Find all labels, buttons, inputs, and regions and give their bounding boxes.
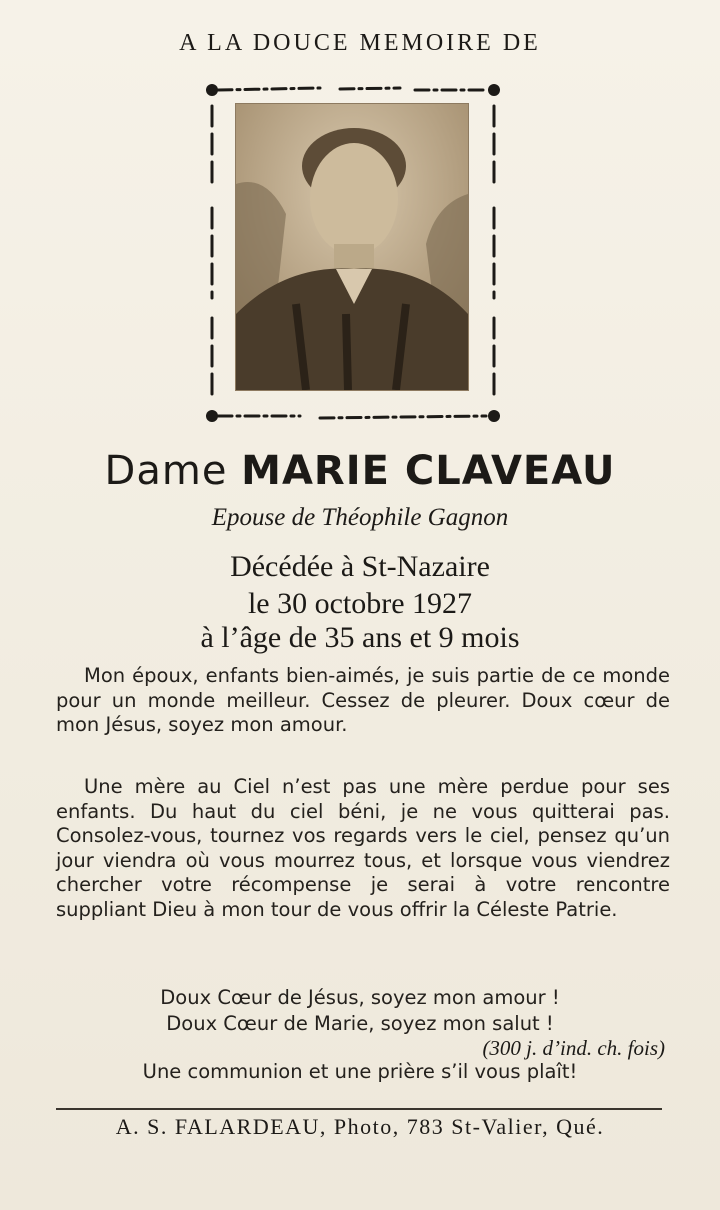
card-header: A LA DOUCE MEMOIRE DE bbox=[179, 30, 541, 56]
deceased-name bbox=[0, 448, 720, 494]
name-main: MARIE CLAVEAU bbox=[241, 448, 616, 494]
death-date: le 30 octobre 1927 bbox=[247, 587, 473, 620]
portrait-photo bbox=[236, 104, 468, 390]
spouse-line: Epouse de Théophile Gagnon bbox=[211, 504, 509, 531]
name-prefix: Dame bbox=[104, 448, 228, 494]
portrait-image bbox=[236, 104, 468, 390]
death-place: Décédée à St-Nazaire bbox=[230, 550, 490, 583]
message-paragraph-2: Une mère au Ciel n’est pas une mère perdue pour ses enfants. Du haut du ciel béni, je ne vous quitterai pas. Consolez-vous, tournez vos regards vers le ciel, pensez qu’un jour viendra où vous mourrez tous, et lorsque vous viendrez chercher votre récompense je serai à votre rencontre suppliant Dieu à mon tour de vous offrir la Céleste Patrie. bbox=[56, 775, 670, 921]
prayer-line-2: Doux Cœur de Marie, soyez mon salut ! bbox=[166, 1012, 554, 1035]
communion-request: Une communion et une prière s’il vous plaît! bbox=[142, 1060, 578, 1083]
indulgence-note: (300 j. d’ind. ch. fois) bbox=[482, 1036, 665, 1060]
message-paragraph-1: Mon époux, enfants bien-aimés, je suis partie de ce monde pour un monde meilleur. Cessez de pleurer. Doux cœur de mon Jésus, soyez mon amour. bbox=[56, 664, 670, 737]
photographer-credit: A. S. FALARDEAU, Photo, 783 St-Valier, Qué. bbox=[115, 1114, 605, 1139]
prayer-line-1: Doux Cœur de Jésus, soyez mon amour ! bbox=[160, 986, 560, 1009]
age-at-death: à l’âge de 35 ans et 9 mois bbox=[200, 621, 520, 654]
footer-divider bbox=[56, 1108, 662, 1110]
photo-frame bbox=[200, 78, 506, 428]
